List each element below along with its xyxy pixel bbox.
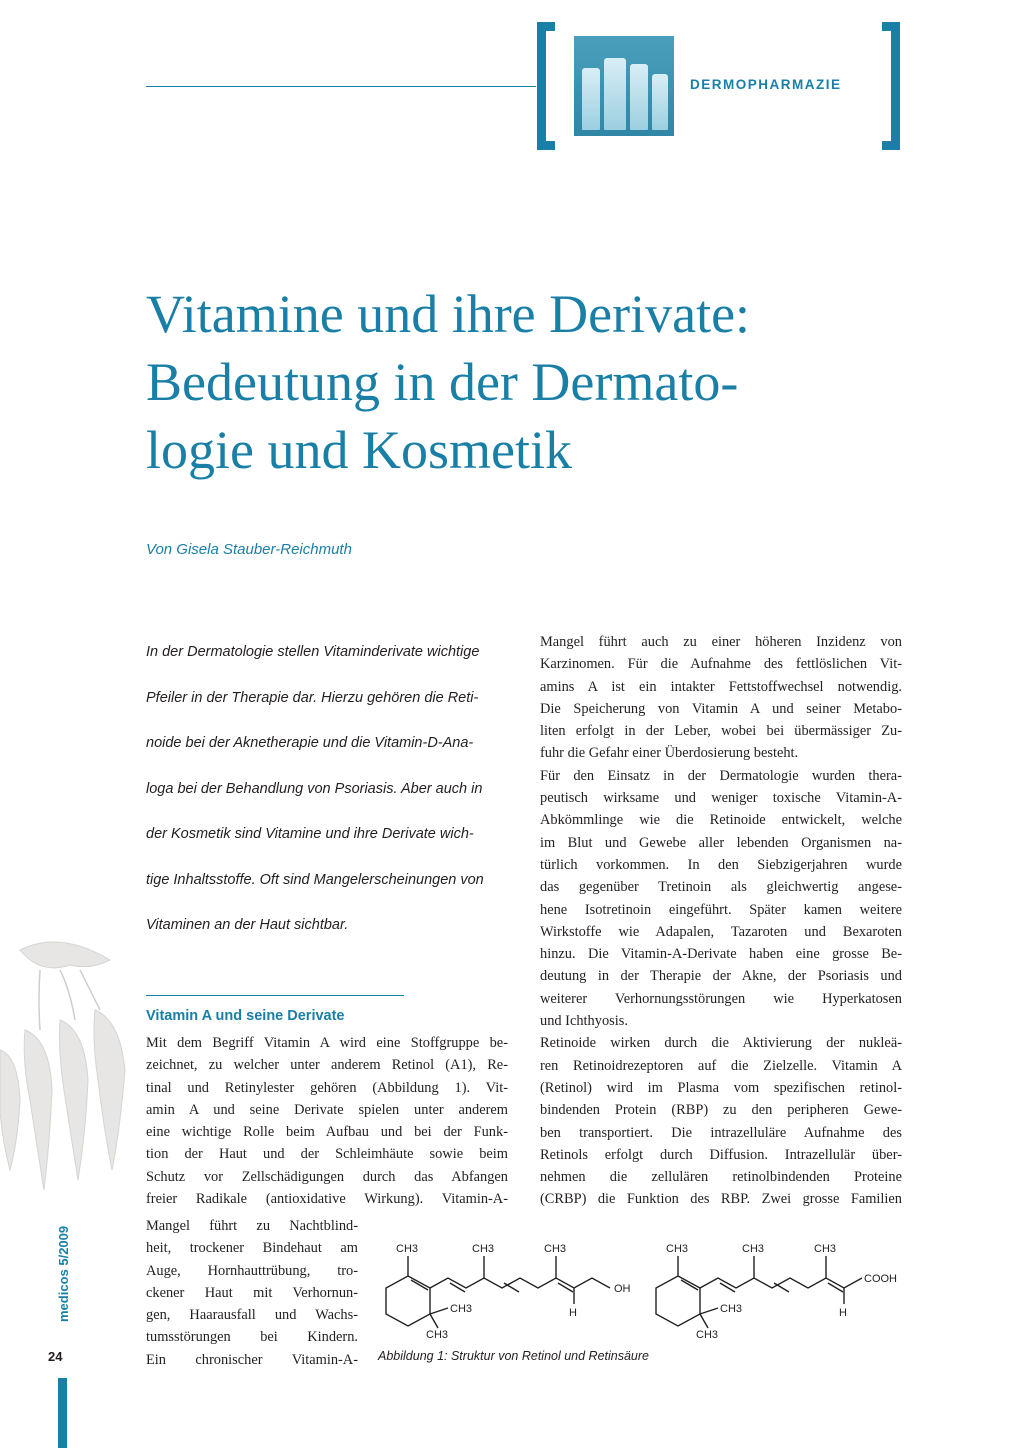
left-column-narrow-text: [146, 1215, 358, 1371]
text-line: Karzinomen. Für die Aufnahme des fettlöslichen Vit-: [540, 656, 902, 673]
text-line: hinzu. Die Vitamin-A-Derivate haben eine grosse Be-: [540, 946, 902, 963]
text-line: peutisch wirksame und weniger toxische Vitamin-A-: [540, 790, 902, 807]
text-line: amins A ist ein intakter Fettstoffwechsel notwendig.: [540, 678, 902, 695]
text-line: Die Speicherung von Vitamin A und seiner Metabo-: [540, 700, 902, 717]
text-line: fuhr die Gefahr einer Überdosierung besteht.: [540, 745, 799, 762]
label-ch3: CH3: [450, 1303, 473, 1315]
label-h: H: [839, 1307, 847, 1319]
text-line: zeichnet, zu welcher unter anderem Retinol (A1), Re-: [146, 1057, 508, 1074]
text-line: Mit dem Begriff Vitamin A wird eine Stoffgruppe be-: [146, 1035, 508, 1051]
text-line: Retinoide wirken durch die Aktivierung der nukleä-: [540, 1035, 902, 1052]
text-line: Mangel führt auch zu einer höheren Inzidenz von: [540, 634, 902, 650]
text-line: Ein chronischer Vitamin-A-: [146, 1351, 358, 1368]
text-line: Abkömmlinge wie die Retinoide entwickelt, welche: [540, 812, 902, 829]
text-line: Auge, Hornhauttrübung, tro-: [146, 1262, 358, 1279]
label-ch3: CH3: [814, 1243, 837, 1255]
text-line: das gegenüber Tretinoin als gleichwertig angese-: [540, 879, 902, 896]
text-line: tinal und Retinylester gehören (Abbildung 1). Vit-: [146, 1079, 508, 1096]
left-column-text: [146, 1032, 508, 1210]
header-bracket-right: [882, 22, 900, 150]
header-photo-cosmetic-tubes: [574, 36, 674, 136]
title-line: Vitamine und ihre Derivate:: [146, 284, 751, 344]
text-line: ben transportiert. Die intrazelluläre Aufnahme des: [540, 1124, 902, 1141]
section-label: DERMOPHARMAZIE: [690, 77, 842, 92]
text-line: Für den Einsatz in der Dermatologie wurden thera-: [540, 767, 902, 784]
label-ch3: CH3: [696, 1329, 719, 1341]
text-line: Wirkstoffe wie Adapalen, Tazaroten und Bexaroten: [540, 923, 902, 940]
carrots-illustration: [0, 930, 150, 1230]
text-line: ckener Haut mit Verhornun-: [146, 1284, 358, 1301]
figure-retinol-retinoic-acid-structures: [368, 1238, 908, 1348]
text-line: gen, Haarausfall und Wachs-: [146, 1307, 358, 1324]
lead-paragraph: [146, 630, 516, 949]
label-ch3: CH3: [472, 1243, 495, 1255]
article-title: [146, 280, 906, 484]
text-line: (Retinol) wird im Plasma vom spezifischen retinol-: [540, 1079, 902, 1096]
lead-line: tige Inhaltsstoffe. Oft sind Mangelerscheinungen von: [146, 871, 484, 888]
text-line: liten erfolgt in der Leber, wobei bei übermässiger Zu-: [540, 723, 902, 740]
text-line: deutung in der Therapie der Akne, der Psoriasis und: [540, 968, 902, 985]
text-line: ren Retinoidrezeptoren auf die Zielzelle. Vitamin A: [540, 1057, 902, 1074]
text-line: heit, trockener Bindehaut am: [146, 1240, 358, 1257]
right-column-text: [540, 631, 902, 1211]
text-line: tumsstörungen bei Kindern.: [146, 1329, 358, 1346]
label-h: H: [569, 1307, 577, 1319]
journal-side-label: [52, 1190, 74, 1330]
text-line: hene Isotretinoin eingeführt. Später kamen weitere: [540, 901, 902, 918]
text-line: amin A und seine Derivate spielen unter anderem: [146, 1101, 508, 1118]
lead-line: Pfeiler in der Therapie dar. Hierzu gehören die Reti-: [146, 689, 479, 706]
text-line: Mangel führt zu Nachtblind-: [146, 1218, 358, 1234]
page-number: 24: [48, 1349, 63, 1364]
label-ch3: CH3: [720, 1303, 743, 1315]
lead-line: In der Dermatologie stellen Vitaminderivate wichtige: [146, 644, 480, 660]
title-line: Bedeutung in der Dermato-: [146, 352, 739, 412]
text-line: und Ichthyosis.: [540, 1013, 628, 1030]
text-line: im Blut und Gewebe aller lebenden Organismen na-: [540, 834, 902, 851]
label-ch3: CH3: [426, 1329, 449, 1341]
side-accent-bar: [58, 1378, 67, 1448]
label-cooh: COOH: [864, 1273, 897, 1285]
text-line: tion der Haut und der Schleimhäute sowie beim: [146, 1146, 508, 1163]
subheading-rule: [146, 995, 404, 996]
label-ch3: CH3: [544, 1243, 567, 1255]
text-line: eine wichtige Rolle beim Aufbau und bei der Funk-: [146, 1124, 508, 1141]
label-ch3: CH3: [396, 1243, 419, 1255]
journal-name: medicos 5/2009: [56, 1225, 71, 1322]
text-line: weiterer Verhornungsstörungen wie Hyperkatosen: [540, 990, 902, 1007]
text-line: türlich vorkommen. In den Siebzigerjahren wurde: [540, 856, 902, 873]
byline: Von Gisela Stauber-Reichmuth: [146, 541, 352, 558]
text-line: (CRBP) die Funktion des RBP. Zwei grosse Familien: [540, 1191, 902, 1208]
lead-line: noide bei der Aknetherapie und die Vitamin-D-Ana-: [146, 735, 474, 751]
lead-line: der Kosmetik sind Vitamine und ihre Derivate wich-: [146, 826, 474, 842]
lead-line: Vitaminen an der Haut sichtbar.: [146, 917, 349, 933]
subheading: Vitamin A und seine Derivate: [146, 1008, 345, 1024]
text-line: Schutz vor Zellschädigungen durch das Abfangen: [146, 1168, 508, 1185]
text-line: bindenden Protein (RBP) zu den peripheren Gewe-: [540, 1102, 902, 1119]
figure-caption: Abbildung 1: Struktur von Retinol und Retinsäure: [378, 1349, 649, 1363]
title-line: logie und Kosmetik: [146, 420, 572, 480]
lead-line: loga bei der Behandlung von Psoriasis. Aber auch in: [146, 780, 483, 797]
header-rule: [146, 86, 536, 87]
text-line: freier Radikale (antioxidative Wirkung). Vitamin-A-: [146, 1191, 508, 1208]
label-ch3: CH3: [666, 1243, 689, 1255]
header-bracket-left: [537, 22, 555, 150]
label-ch3: CH3: [742, 1243, 765, 1255]
label-oh: OH: [614, 1283, 631, 1295]
text-line: nehmen die zellulären retinolbindenden Proteine: [540, 1169, 902, 1186]
text-line: Retinols erfolgt durch Diffusion. Intrazellulär über-: [540, 1146, 902, 1163]
